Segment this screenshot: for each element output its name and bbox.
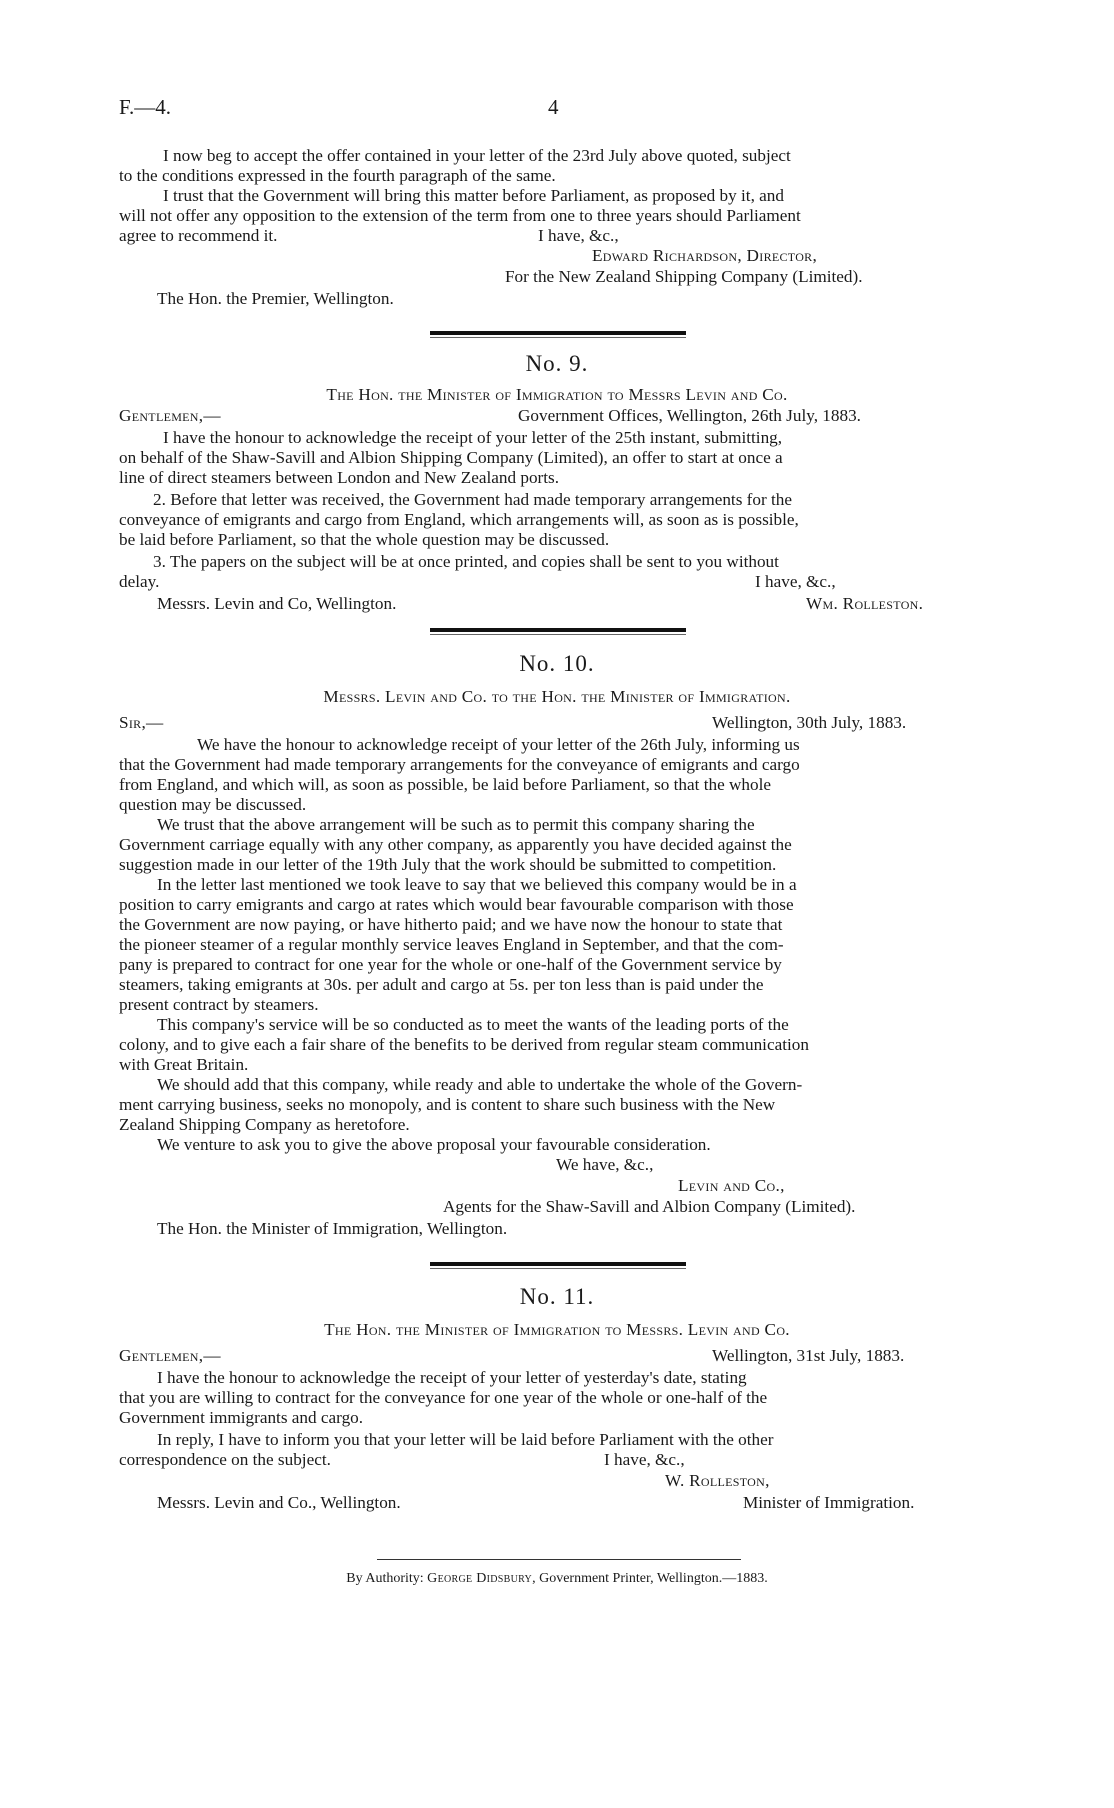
text-line: to the conditions expressed in the fourth paragraph of the same. — [119, 166, 556, 185]
section-divider — [430, 1262, 686, 1266]
text-line: colony, and to give each a fair share of the benefits to be derived from regular steam communication — [119, 1035, 809, 1054]
paragraph — [119, 166, 1019, 186]
section-title: No. 9. — [525, 351, 589, 376]
page-number: 4 — [548, 95, 559, 119]
paragraph — [119, 186, 1019, 206]
dateline: Government Offices, Wellington, 26th July, 1883. — [518, 406, 861, 425]
addressee: The Hon. the Premier, Wellington. — [157, 289, 394, 308]
paragraph — [119, 146, 1019, 166]
paragraph — [119, 975, 1019, 995]
signatory-company: Agents for the Shaw-Savill and Albion Company (Limited). — [443, 1197, 856, 1216]
signatory-title: Minister of Immigration. — [743, 1493, 915, 1512]
text-line: on behalf of the Shaw-Savill and Albion Shipping Company (Limited), an offer to start at once a — [119, 448, 783, 467]
paragraph — [119, 815, 1019, 835]
paragraph — [119, 755, 1019, 775]
imprint-printer: George Didsbury — [427, 1571, 533, 1586]
signatory: W. Rolleston, — [665, 1471, 770, 1490]
text-line: that you are willing to contract for the conveyance for one year of the whole or one-half of the — [119, 1388, 768, 1407]
addressee: The Hon. the Minister of Immigration, Wellington. — [157, 1219, 508, 1238]
dateline: Wellington, 30th July, 1883. — [712, 713, 907, 732]
text-line: line of direct steamers between London and New Zealand ports. — [119, 468, 560, 487]
paragraph — [119, 1368, 1019, 1388]
paragraph — [119, 775, 1019, 795]
paragraph — [119, 490, 1019, 510]
paragraph — [119, 1015, 1019, 1035]
imprint-prefix: By Authority: — [346, 1571, 424, 1586]
salutation: Gentlemen,— — [119, 406, 221, 425]
text-line: I have the honour to acknowledge the receipt of your letter of the 25th instant, submitting, — [163, 428, 783, 447]
signatory: Edward Richardson, Director, — [592, 246, 818, 265]
paragraph — [119, 875, 1019, 895]
closing: I have, &c., — [604, 1450, 685, 1469]
paragraph — [119, 895, 1019, 915]
paragraph — [119, 206, 1019, 226]
text-line: position to carry emigrants and cargo at rates which would bear favourable comparison with those — [119, 895, 794, 914]
paragraph — [119, 1095, 1019, 1115]
text-line: the pioneer steamer of a regular monthly service leaves England in September, and that the com- — [119, 935, 784, 954]
salutation: Sir,— — [119, 713, 164, 732]
imprint-rule — [377, 1559, 741, 1560]
paragraph — [119, 510, 1019, 530]
text-line: Government immigrants and cargo. — [119, 1408, 364, 1427]
text-line: We venture to ask you to give the above proposal your favourable consideration. — [157, 1135, 711, 1154]
section-divider — [430, 628, 686, 632]
dateline: Wellington, 31st July, 1883. — [712, 1346, 905, 1365]
text-line: will not offer any opposition to the extension of the term from one to three years should Parliament — [119, 206, 801, 225]
section-divider — [430, 331, 686, 335]
text-line: We should add that this company, while ready and able to undertake the whole of the Govern- — [157, 1075, 803, 1094]
text-line: agree to recommend it. — [119, 226, 278, 245]
paragraph — [119, 935, 1019, 955]
imprint-suffix: , Government Printer, Wellington.—1883. — [532, 1571, 768, 1586]
text-line: pany is prepared to contract for one year for the whole or one-half of the Government service by — [119, 955, 782, 974]
salutation: Gentlemen,— — [119, 1346, 221, 1365]
text-line: question may be discussed. — [119, 795, 307, 814]
paragraph — [119, 552, 1019, 572]
text-line: Government carriage equally with any other company, as apparently you have decided against the — [119, 835, 792, 854]
text-line: that the Government had made temporary arrangements for the conveyance of emigrants and cargo — [119, 755, 800, 774]
text-line: with Great Britain. — [119, 1055, 249, 1074]
paragraph — [119, 835, 1019, 855]
text-line: 2. Before that letter was received, the Government had made temporary arrangements for the — [153, 490, 793, 509]
signatory: Wm. Rolleston. — [806, 594, 924, 613]
paragraph — [119, 1075, 1019, 1095]
text-line: be laid before Parliament, so that the whole question may be discussed. — [119, 530, 610, 549]
section-subtitle: The Hon. the Minister of Immigration to Messrs Levin and Co. — [326, 385, 788, 404]
section-title: No. 10. — [519, 651, 595, 676]
text-line: I trust that the Government will bring this matter before Parliament, as proposed by it, and — [163, 186, 784, 205]
closing: I have, &c., — [755, 572, 836, 591]
paragraph — [119, 428, 1019, 448]
paragraph — [119, 1035, 1019, 1055]
text-line: ment carrying business, seeks no monopoly, and is content to share such business with the New — [119, 1095, 776, 1114]
text-line: We have the honour to acknowledge receipt of your letter of the 26th July, informing us — [197, 735, 800, 754]
section-subtitle: Messrs. Levin and Co. to the Hon. the Minister of Immigration. — [323, 687, 791, 706]
text-line: This company's service will be so conducted as to meet the wants of the leading ports of the — [157, 1015, 789, 1034]
text-line: In the letter last mentioned we took leave to say that we believed this company would be in a — [157, 875, 797, 894]
paragraph — [119, 855, 1019, 875]
closing: I have, &c., — [538, 226, 619, 245]
text-line: I now beg to accept the offer contained in your letter of the 23rd July above quoted, subject — [163, 146, 791, 165]
text-line: 3. The papers on the subject will be at once printed, and copies shall be sent to you without — [153, 552, 779, 571]
signatory-company: For the New Zealand Shipping Company (Limited). — [505, 267, 863, 286]
text-line: present contract by steamers. — [119, 995, 319, 1014]
text-line: the Government are now paying, or have hitherto paid; and we have now the honour to state that — [119, 915, 783, 934]
paragraph — [119, 448, 1019, 468]
closing: We have, &c., — [556, 1155, 654, 1174]
text-line: Zealand Shipping Company as heretofore. — [119, 1115, 410, 1134]
paragraph — [119, 915, 1019, 935]
printer-imprint — [0, 1569, 1114, 1589]
paragraph — [119, 1430, 1019, 1450]
signatory: Levin and Co., — [678, 1176, 785, 1195]
text-line: from England, and which will, as soon as possible, be laid before Parliament, so that the whole — [119, 775, 772, 794]
text-line: steamers, taking emigrants at 30s. per adult and cargo at 5s. per ton less than is paid under the — [119, 975, 764, 994]
text-line: suggestion made in our letter of the 19th July that the work should be submitted to competition. — [119, 855, 777, 874]
addressee: Messrs. Levin and Co, Wellington. — [157, 594, 397, 613]
addressee: Messrs. Levin and Co., Wellington. — [157, 1493, 401, 1512]
document-reference: F.—4. — [119, 95, 171, 119]
paragraph — [119, 1388, 1019, 1408]
text-line: correspondence on the subject. — [119, 1450, 331, 1469]
text-line: In reply, I have to inform you that your letter will be laid before Parliament with the other — [157, 1430, 774, 1449]
text-line: I have the honour to acknowledge the receipt of your letter of yesterday's date, stating — [157, 1368, 747, 1387]
text-line: We trust that the above arrangement will be such as to permit this company sharing the — [157, 815, 755, 834]
section-subtitle: The Hon. the Minister of Immigration to Messrs. Levin and Co. — [324, 1320, 790, 1339]
paragraph — [119, 955, 1019, 975]
text-line: delay. — [119, 572, 160, 591]
section-title: No. 11. — [519, 1284, 595, 1309]
text-line: conveyance of emigrants and cargo from England, which arrangements will, as soon as is possible, — [119, 510, 799, 529]
paragraph — [119, 735, 1019, 755]
